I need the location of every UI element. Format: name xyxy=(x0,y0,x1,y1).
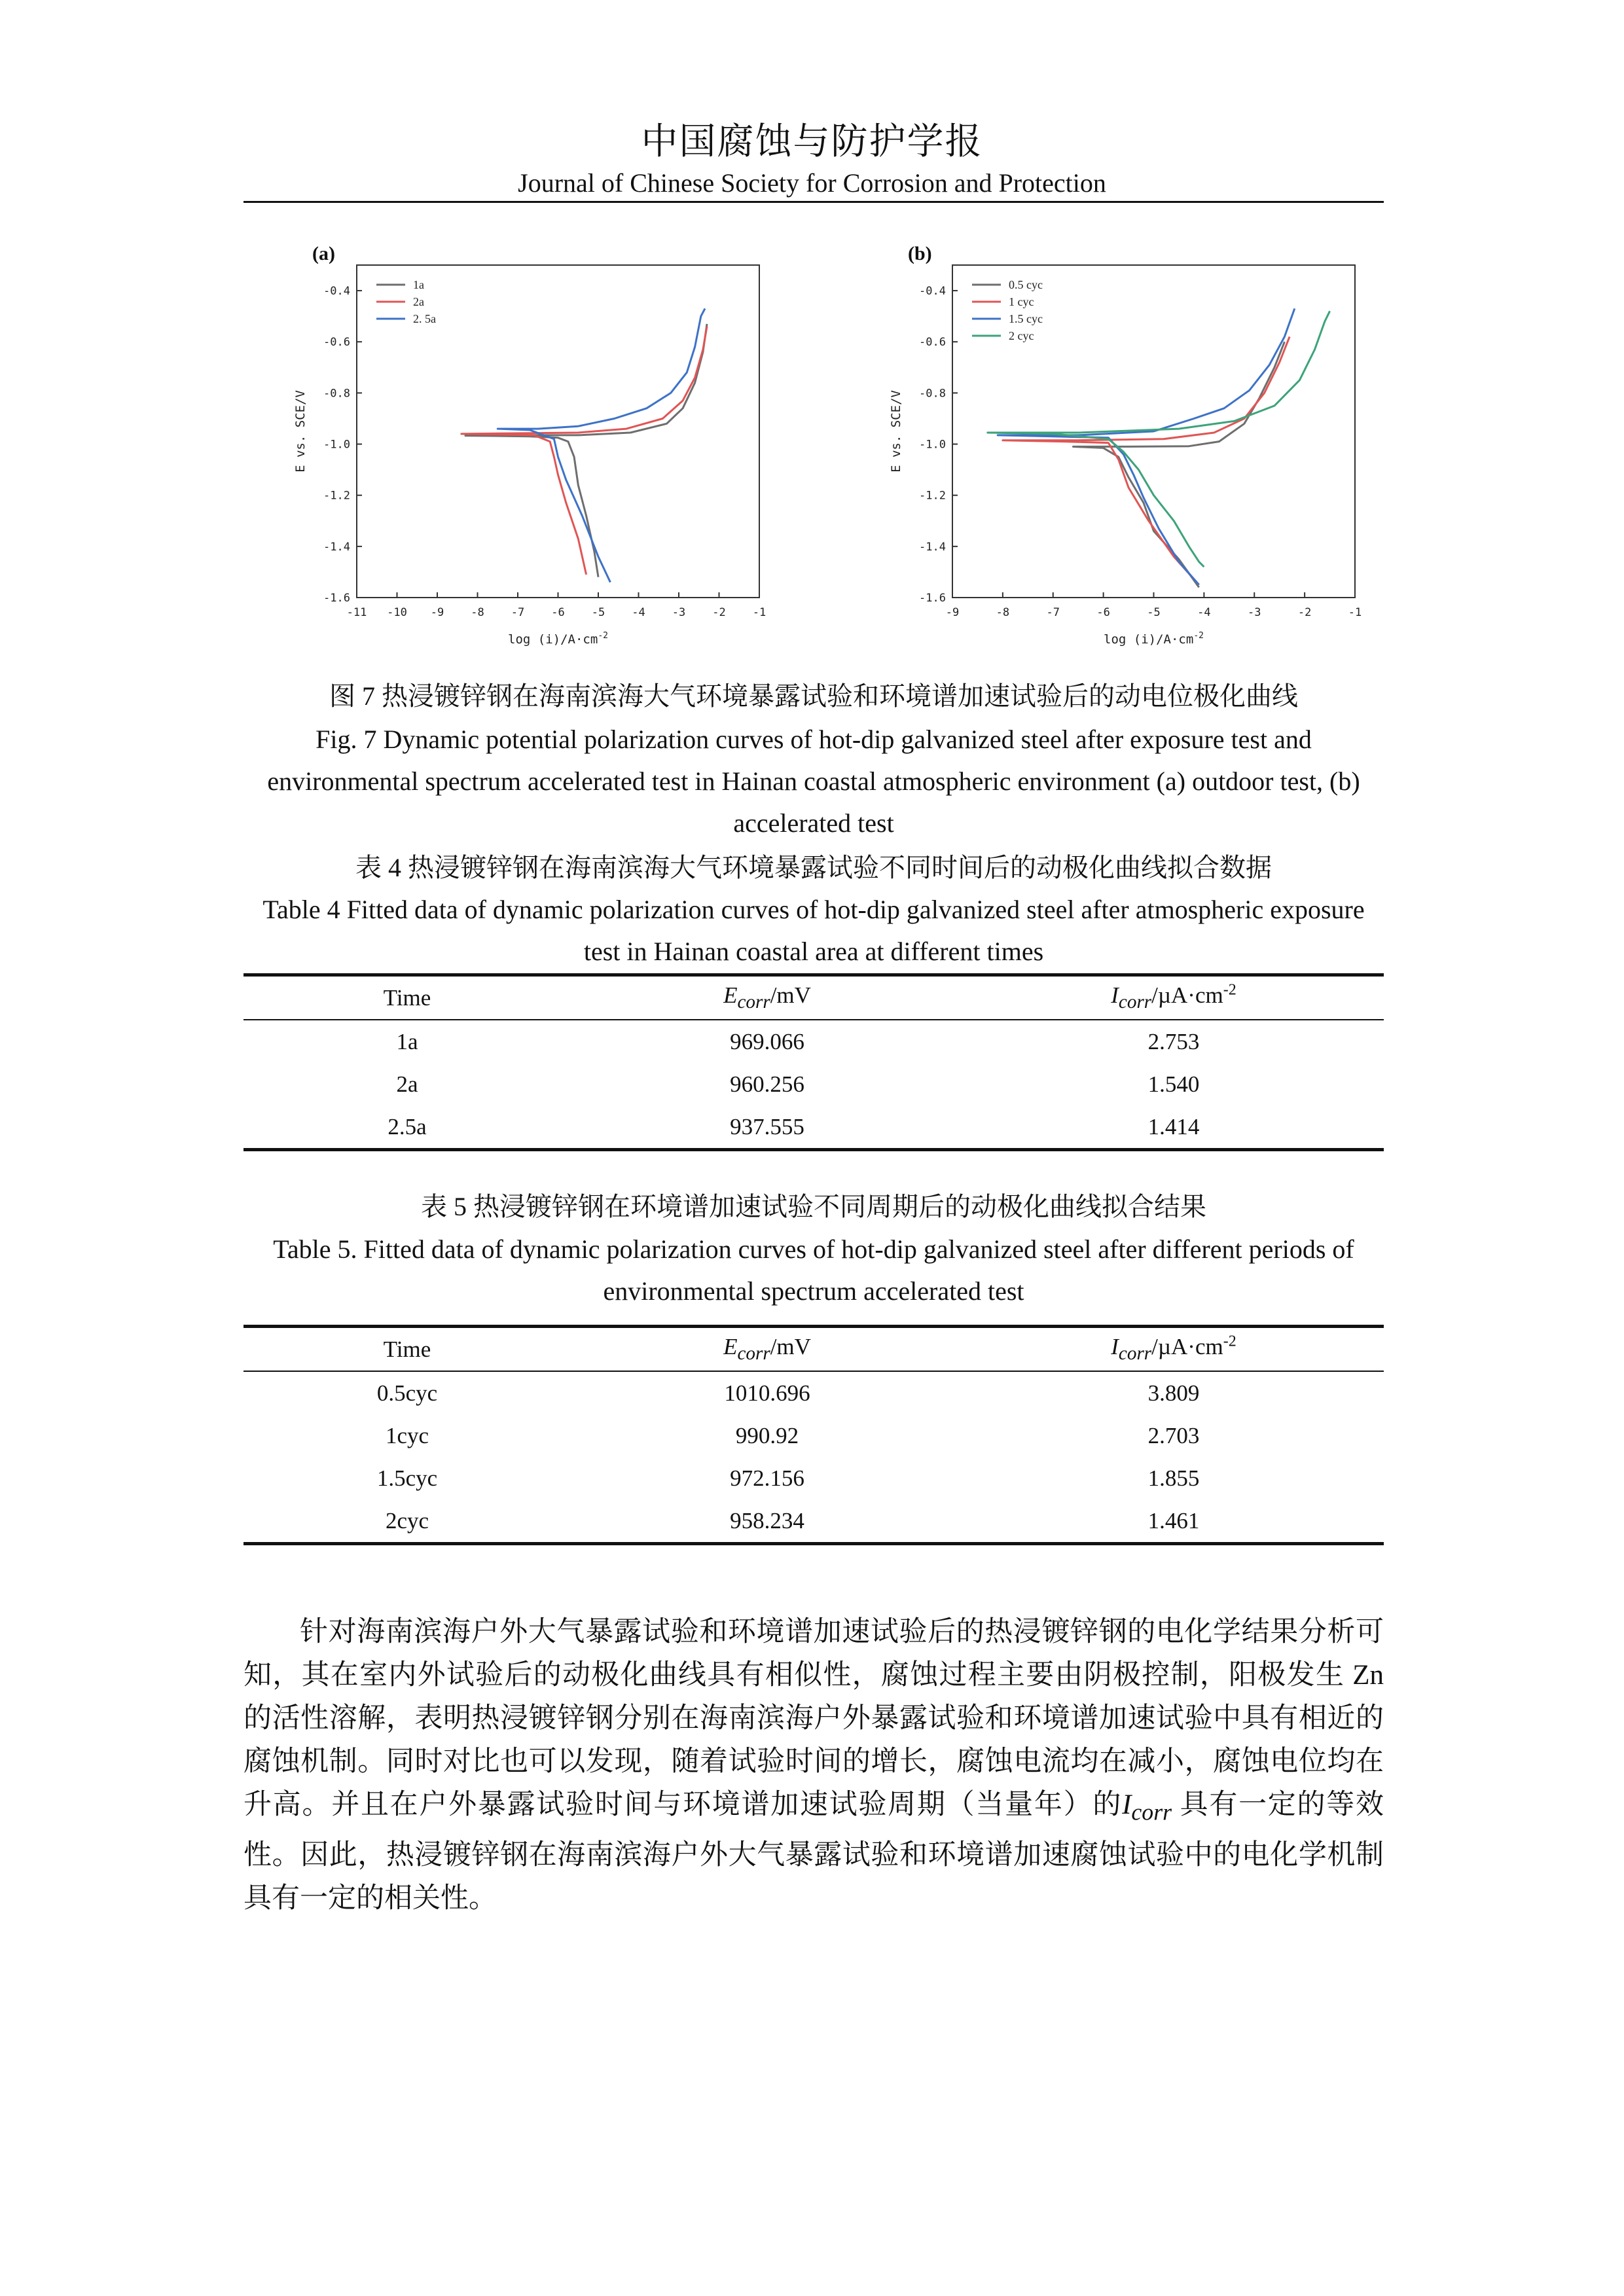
legend-label: 1 cyc xyxy=(1009,295,1034,308)
cell-time: 1cyc xyxy=(385,1422,429,1448)
cell-time: 2cyc xyxy=(244,1499,571,1544)
x-tick-label: -4 xyxy=(632,606,645,619)
table4-title-cn: 表 4 热浸镀锌钢在海南滨海大气环境暴露试验不同时间后的动极化曲线拟合数据 xyxy=(355,853,1272,882)
polarization-chart-b xyxy=(880,232,1391,658)
table-row xyxy=(244,1414,1384,1457)
cell-icorr: 2.753 xyxy=(1147,1028,1200,1054)
figure-panel-b xyxy=(880,232,1391,658)
y-axis-label: E vs. SCE/V xyxy=(293,390,308,473)
table-row xyxy=(244,1371,1384,1414)
x-tick-label: -10 xyxy=(387,606,407,619)
x-tick-label: -6 xyxy=(551,606,565,619)
figure-caption-en: Fig. 7 Dynamic potential polarization curves of hot-dip galvanized steel after exposure test and environmental spectrum accelerated test in Hainan coastal atmospheric environment (a) outdoor test, (b) accelerated test xyxy=(267,725,1360,838)
table4 xyxy=(244,973,1384,1151)
x-tick-label: -1 xyxy=(1348,606,1362,619)
col-ecorr: $E_{corr}/mV$ xyxy=(571,1327,964,1372)
y-tick-label: -0.4 xyxy=(919,285,946,298)
x-tick-label: -8 xyxy=(996,606,1010,619)
col-icorr: $I_{corr}/\mu A\cdot cm^{-2}$ xyxy=(964,1327,1384,1372)
cell-ecorr: 960.256 xyxy=(730,1071,804,1097)
cell-time: 0.5cyc xyxy=(376,1380,438,1406)
y-tick-label: -1.6 xyxy=(919,592,946,605)
cell-ecorr: 1010.696 xyxy=(724,1380,810,1406)
y-tick-label: -1.0 xyxy=(919,438,946,452)
x-tick-label: -7 xyxy=(1046,606,1060,619)
x-tick-label: -3 xyxy=(672,606,686,619)
table5-title-en: Table 5. Fitted data of dynamic polarization curves of hot-dip galvanized steel after different periods of environmental spectrum accelerated test xyxy=(273,1234,1354,1306)
x-tick-label: -2 xyxy=(712,606,726,619)
y-axis-label: E vs. SCE/V xyxy=(889,390,903,473)
journal-title-en: Journal of Chinese Society for Corrosion and Protection xyxy=(518,168,1106,198)
cell-ecorr: 990.92 xyxy=(735,1422,799,1448)
polarization-chart-a xyxy=(281,232,818,658)
y-tick-label: -1.0 xyxy=(323,438,350,452)
x-tick-label: -5 xyxy=(1147,606,1161,619)
cell-icorr: 1.855 xyxy=(1147,1465,1200,1491)
cell-time: 2a xyxy=(396,1071,418,1097)
table4-title-en: Table 4 Fitted data of dynamic polarization curves of hot-dip galvanized steel after atmospheric exposure test in Hainan coastal area at different times xyxy=(262,895,1365,966)
cell-icorr: 3.809 xyxy=(1147,1380,1200,1406)
y-tick-label: -1.4 xyxy=(919,540,946,554)
y-tick-label: -1.4 xyxy=(323,540,350,554)
x-tick-label: -5 xyxy=(591,606,605,619)
y-tick-label: -0.6 xyxy=(323,336,350,350)
cell-icorr: 2.703 xyxy=(1147,1422,1200,1448)
table-row xyxy=(244,1105,1384,1150)
table-row xyxy=(244,1457,1384,1499)
cell-time: 2.5a xyxy=(244,1105,571,1150)
cell-ecorr: 937.555 xyxy=(571,1105,964,1150)
x-axis-label-sup: -2 xyxy=(598,631,608,641)
y-tick-label: -0.4 xyxy=(323,285,350,298)
table-row xyxy=(244,1063,1384,1105)
x-tick-label: -7 xyxy=(511,606,525,619)
col-ecorr: $E_{corr}/mV$ xyxy=(571,975,964,1020)
cell-time: 1a xyxy=(396,1028,418,1054)
x-tick-label: -9 xyxy=(430,606,444,619)
panel-label: (a) xyxy=(312,243,335,264)
body-paragraph: 针对海南滨海户外大气暴露试验和环境谱加速试验后的热浸镀锌钢的电化学结果分析可知，其在室内外试验后的动极化曲线具有相似性，腐蚀过程主要由阴极控制，阳极发生 Zn 的活性溶解，表明热浸镀锌钢分别在海南滨海户外暴露试验和环境谱加速试验中具有相近的腐蚀机制。同时对比也可以发现，随着试验时间的增长，腐蚀电流均在减小，腐蚀电位均在升高。并且在户外暴露试验时间与环境谱加速试验周期（当量年）的$I_{corr}$ 具有一定的等效性。因此，热浸镀锌钢在海南滨海户外大气暴露试验和环境谱加速腐蚀试验中的电化学机制具有一定的相关性。 xyxy=(244,1617,1384,1914)
panel-label: (b) xyxy=(908,243,932,264)
table5-title-cn: 表 5 热浸镀锌钢在环境谱加速试验不同周期后的动极化曲线拟合结果 xyxy=(421,1192,1206,1221)
x-tick-label: -4 xyxy=(1197,606,1211,619)
y-tick-label: -0.8 xyxy=(323,387,350,401)
legend-label: 2. 5a xyxy=(413,312,436,325)
cell-icorr: 1.540 xyxy=(1147,1071,1200,1097)
y-tick-label: -0.6 xyxy=(919,336,946,350)
journal-title-cn: 中国腐蚀与防护学报 xyxy=(641,122,983,162)
cell-time: 1.5cyc xyxy=(376,1465,438,1491)
x-tick-label: -6 xyxy=(1096,606,1110,619)
legend-label: 1a xyxy=(413,278,424,291)
table-header-row xyxy=(244,1327,1384,1372)
x-tick-label: -11 xyxy=(346,606,367,619)
y-tick-label: -1.2 xyxy=(919,489,946,503)
figure-panel-a xyxy=(281,232,818,658)
table-row xyxy=(244,1499,1384,1544)
x-axis-label-text: log (i)/A·cm xyxy=(508,632,598,647)
x-tick-label: -9 xyxy=(945,606,960,619)
y-tick-label: -1.2 xyxy=(323,489,350,503)
legend-label: 1.5 cyc xyxy=(1009,312,1043,325)
figure-caption-cn: 图 7 热浸镀锌钢在海南滨海大气环境暴露试验和环境谱加速试验后的动电位极化曲线 xyxy=(329,681,1298,711)
table-header-row xyxy=(244,975,1384,1020)
legend-label: 0.5 cyc xyxy=(1009,278,1043,291)
x-axis-label-text: log (i)/A·cm xyxy=(1104,632,1194,647)
col-time: Time xyxy=(244,975,571,1020)
cell-icorr: 1.414 xyxy=(964,1105,1384,1150)
col-time: Time xyxy=(244,1327,571,1372)
y-tick-label: -0.8 xyxy=(919,387,946,401)
cell-icorr: 1.461 xyxy=(964,1499,1384,1544)
x-tick-label: -2 xyxy=(1297,606,1312,619)
y-tick-label: -1.6 xyxy=(323,592,350,605)
x-axis-label xyxy=(1104,631,1204,647)
legend-label: 2a xyxy=(413,295,424,308)
table-row xyxy=(244,1020,1384,1063)
x-tick-label: -3 xyxy=(1248,606,1261,619)
x-axis-label xyxy=(508,631,608,647)
x-tick-label: -8 xyxy=(471,606,484,619)
cell-ecorr: 972.156 xyxy=(730,1465,804,1491)
x-axis-label-sup: -2 xyxy=(1193,631,1204,641)
cell-ecorr: 969.066 xyxy=(730,1028,804,1054)
legend-label: 2 cyc xyxy=(1009,329,1034,342)
header-divider xyxy=(244,201,1384,203)
col-icorr: $I_{corr}/\mu A\cdot cm^{-2}$ xyxy=(964,975,1384,1020)
cell-ecorr: 958.234 xyxy=(571,1499,964,1544)
x-tick-label: -1 xyxy=(752,606,767,619)
table5 xyxy=(244,1325,1384,1545)
